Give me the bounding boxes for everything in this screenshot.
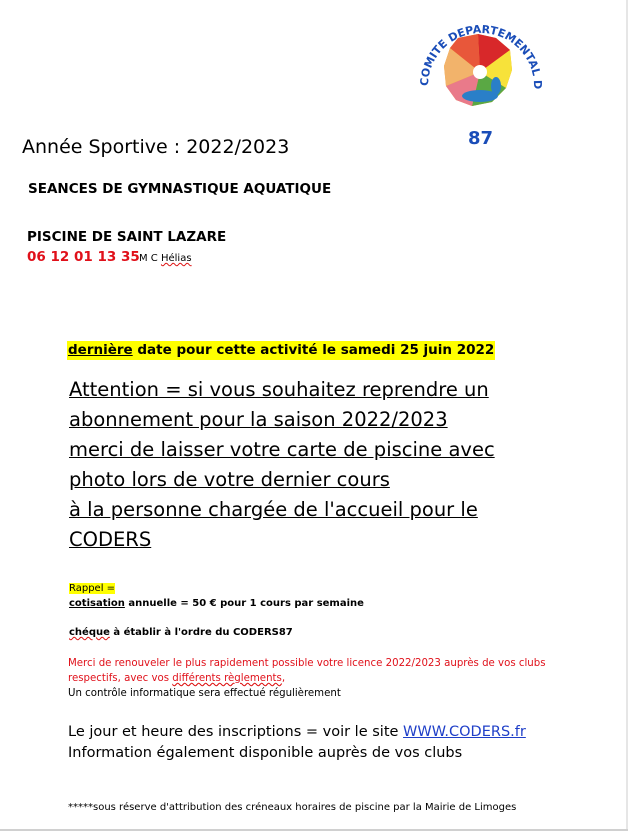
- renew-license-line-1: Merci de renouveler le plus rapidement possible votre licence 2022/2023 auprès de vos clubs: [68, 658, 546, 669]
- attention-paragraph: [69, 375, 495, 555]
- contact-person: [139, 253, 192, 264]
- attention-line: CODERS: [69, 528, 152, 551]
- deadline-notice: [67, 341, 495, 360]
- attention-line: photo lors de votre dernier cours: [69, 468, 390, 491]
- attention-line: abonnement pour la saison 2022/2023: [69, 408, 448, 431]
- registration-info: Information également disponible auprès de vos clubs: [68, 745, 463, 761]
- logo-ring-text: COMITE DEPARTEMENTAL D: [417, 22, 545, 90]
- fee-line: [69, 598, 364, 609]
- reminder-label-text: Rappel: [69, 583, 104, 594]
- attention-line: Attention = si vous souhaitez reprendre un: [69, 378, 489, 401]
- renew-part-a: respectifs, avec vos: [68, 673, 173, 684]
- reminder-label: [69, 583, 115, 594]
- reminder-label-suffix: =: [103, 583, 116, 594]
- fee-word: cotisation: [69, 598, 125, 609]
- renew-part-b: différents règlements: [172, 673, 282, 684]
- deadline-word: dernière: [68, 342, 133, 358]
- coders-website-link[interactable]: WWW.CODERS.fr: [403, 724, 526, 740]
- contact-name: Hélias: [160, 253, 192, 264]
- registration-text: Le jour et heure des inscriptions = voir le site: [68, 724, 404, 740]
- cheque-rest: à établir à l'ordre du CODERS87: [109, 627, 293, 638]
- cheque-word: chéque: [69, 627, 110, 638]
- fee-rest: annuelle = 50 € pour 1 cours par semaine: [124, 598, 364, 609]
- deadline-rest: date pour cette activité le samedi 25 juin 2022: [132, 342, 495, 358]
- renew-part-c: ,: [281, 673, 286, 684]
- renew-license-line-2: [68, 673, 285, 684]
- coders87-logo-graphic: [408, 8, 554, 158]
- control-notice: Un contrôle informatique sera effectué régulièrement: [68, 688, 341, 699]
- footnote: *****sous réserve d'attribution des créneaux horaires de piscine par la Mairie de Limoges: [68, 802, 517, 813]
- registration-line: [68, 724, 526, 740]
- pool-phone: 06 12 01 13 35: [27, 249, 140, 265]
- attention-line: merci de laisser votre carte de piscine avec: [69, 438, 495, 461]
- coders87-logo: [408, 8, 554, 158]
- pool-name: PISCINE DE SAINT LAZARE: [27, 229, 227, 245]
- attention-line: à la personne chargée de l'accueil pour le: [69, 498, 478, 521]
- activity-title: SEANCES DE GYMNASTIQUE AQUATIQUE: [28, 181, 332, 197]
- cheque-line: [69, 627, 293, 638]
- contact-prefix: M C: [139, 253, 161, 264]
- logo-number: 87: [468, 128, 494, 149]
- season-heading: Année Sportive : 2022/2023: [22, 136, 290, 158]
